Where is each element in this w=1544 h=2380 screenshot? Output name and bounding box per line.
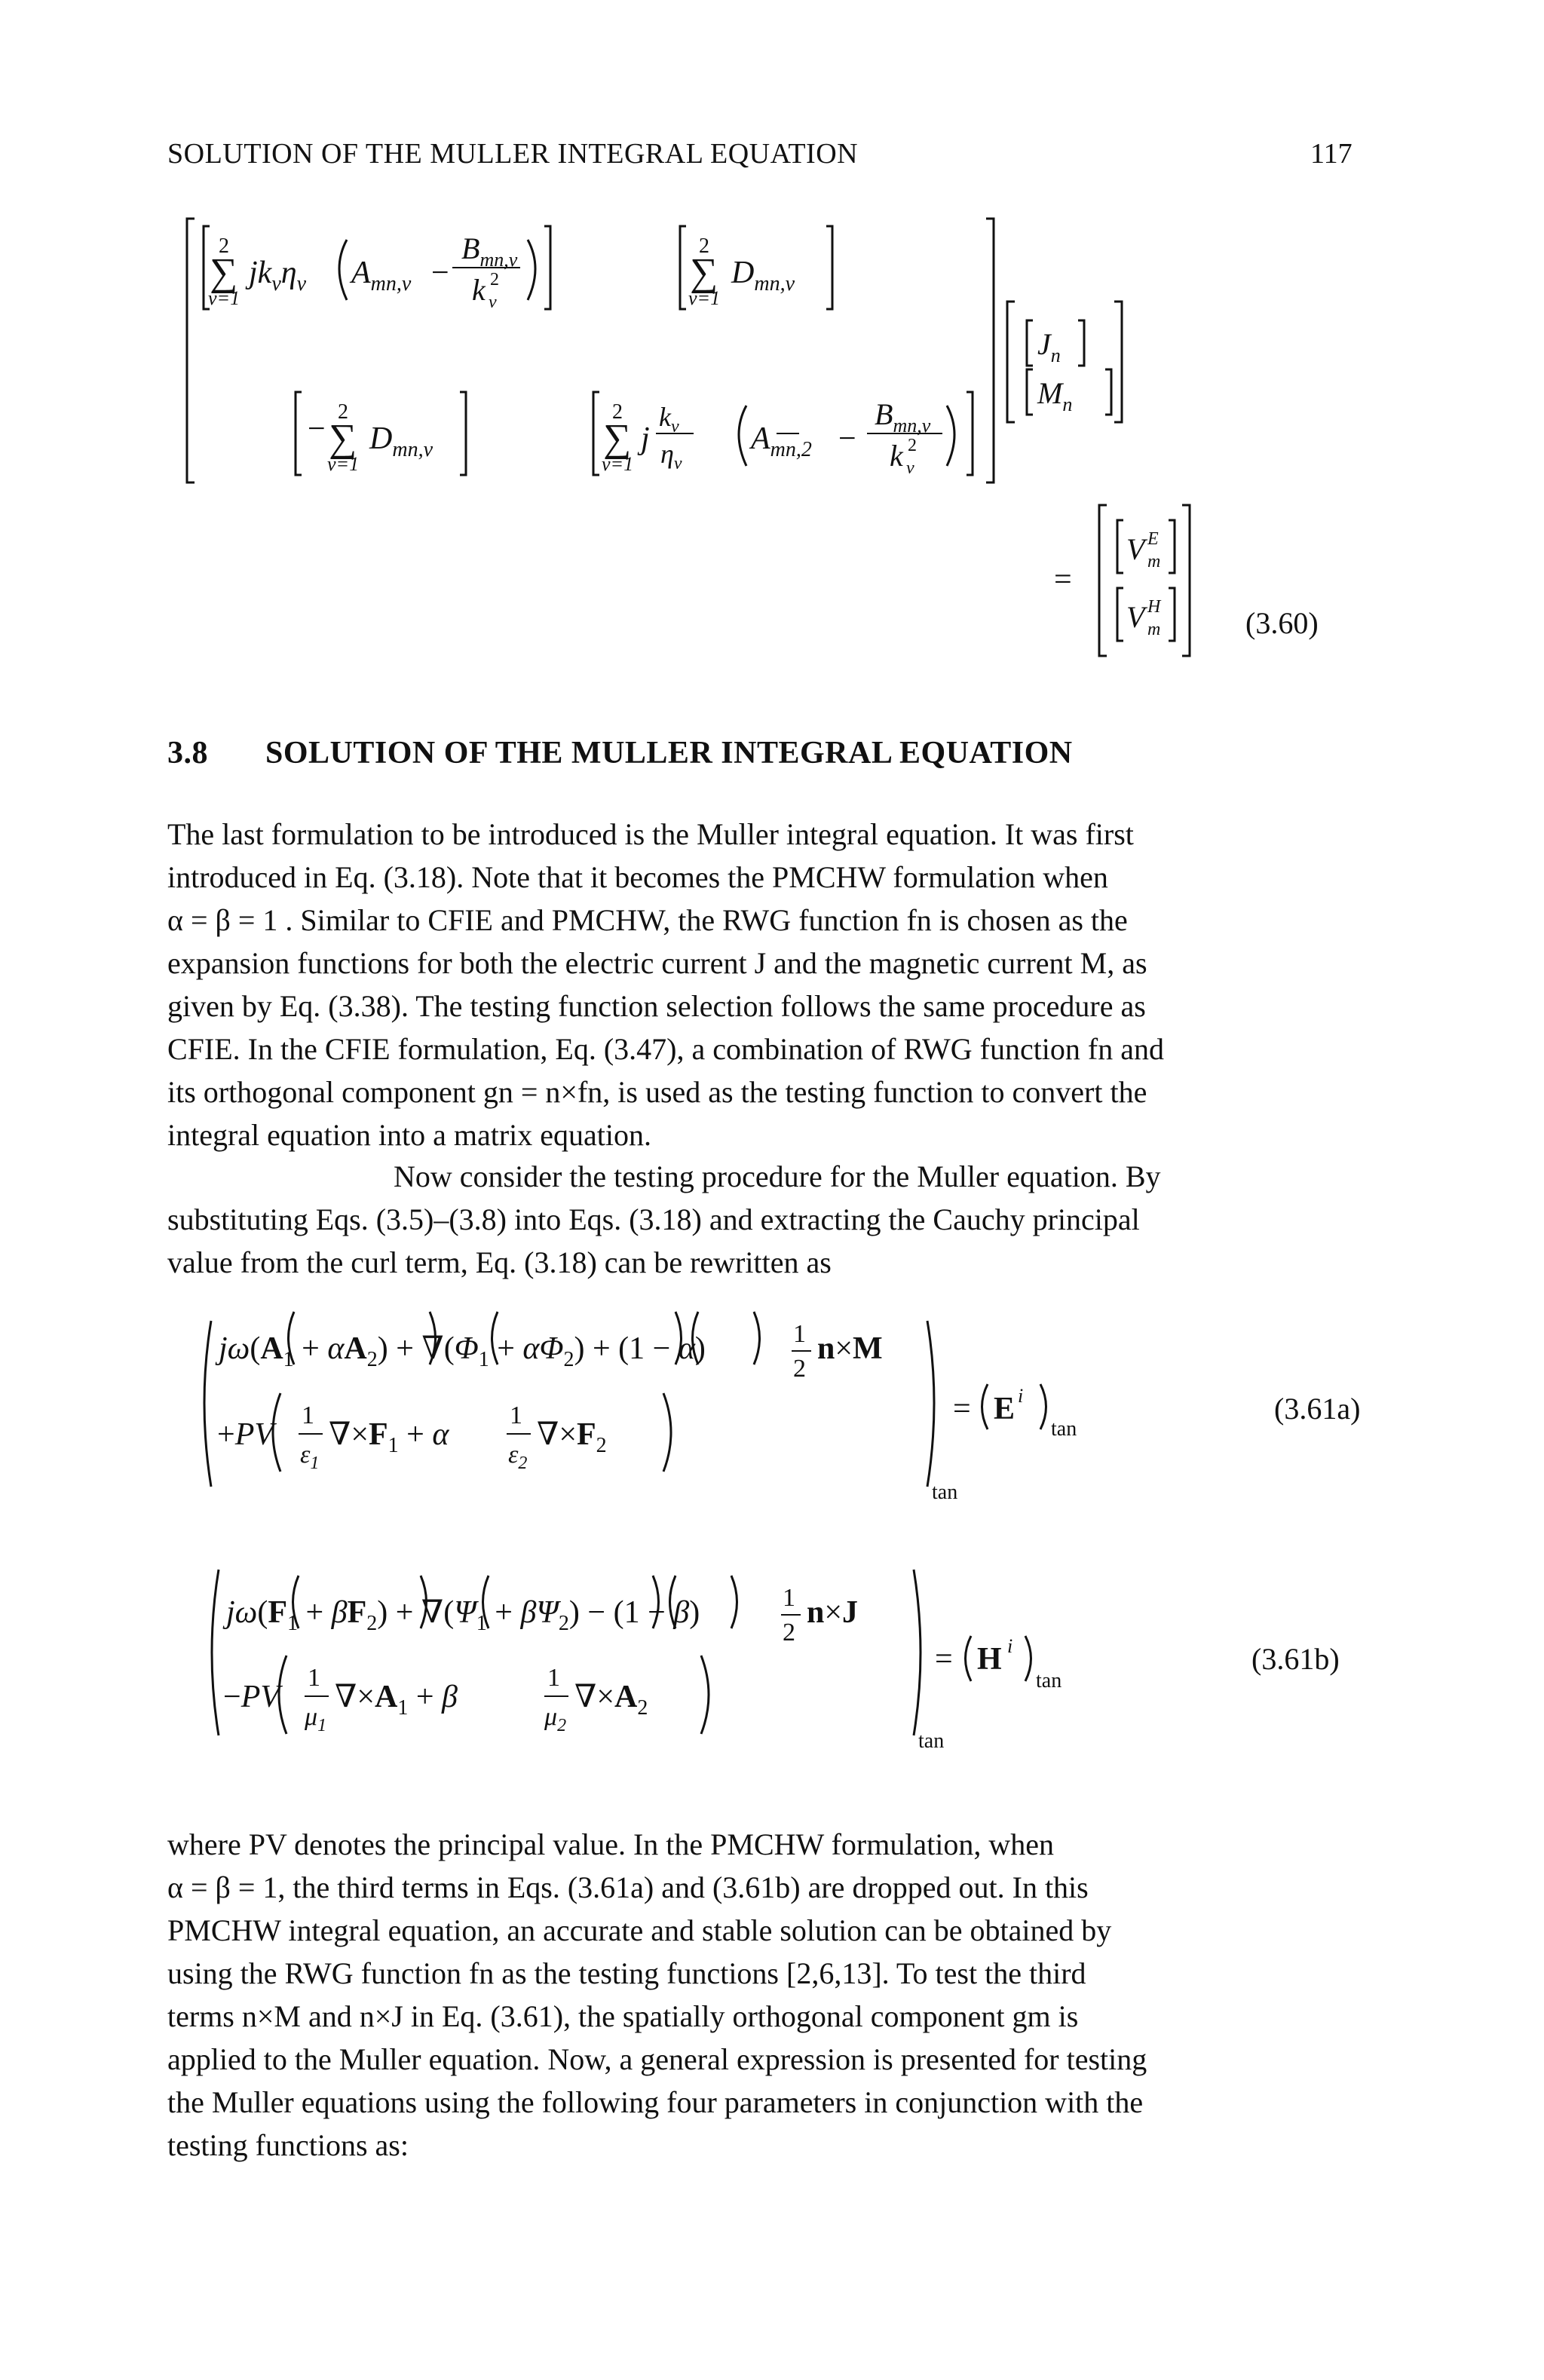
svg-text:2: 2 bbox=[908, 436, 917, 455]
svg-text:−: − bbox=[838, 421, 856, 456]
svg-text:i: i bbox=[1007, 1635, 1013, 1657]
text-line: terms n×M and n×J in Eq. (3.61), the spatially orthogonal component gm is bbox=[167, 1999, 1079, 2033]
svg-text:ν=1: ν=1 bbox=[602, 453, 634, 475]
svg-text:V: V bbox=[1126, 532, 1145, 566]
svg-text:μ2: $\mu_2$ bbox=[544, 1703, 567, 1735]
svg-text:j: j bbox=[641, 421, 650, 456]
svg-text:Dmn,ν: $D_{mn,\nu}$ bbox=[369, 421, 433, 461]
svg-text:tan: tan bbox=[932, 1481, 958, 1504]
svg-text:m: m bbox=[1147, 620, 1161, 639]
svg-text:n×M: n×M bbox=[817, 1331, 883, 1366]
text-line: Now consider the testing procedure for the Muller equation. By bbox=[394, 1159, 1161, 1193]
svg-text:=: = bbox=[935, 1642, 953, 1677]
svg-text:tan: tan bbox=[1051, 1417, 1077, 1441]
equation-label-3-61b: (3.61b) bbox=[1251, 1642, 1340, 1676]
section-number: 3.8 bbox=[167, 736, 208, 770]
text-line: α = β = 1 . Similar to CFIE and PMCHW, the RWG function fn is chosen as the bbox=[167, 903, 1128, 937]
running-title: SOLUTION OF THE MULLER INTEGRAL EQUATION bbox=[167, 138, 859, 170]
svg-text:H: H bbox=[977, 1642, 1002, 1677]
svg-text:∇×A2: $\nabla\times A_2$ bbox=[574, 1680, 648, 1720]
svg-text:μ1: $\mu_1$ bbox=[305, 1703, 327, 1735]
svg-text:1: 1 bbox=[510, 1401, 522, 1429]
svg-text:Bmn,ν: $B_{mn,\nu}$ bbox=[875, 397, 931, 436]
text-line: testing functions as: bbox=[167, 2128, 409, 2162]
text-line: the Muller equations using the following four parameters in conjunction with the bbox=[167, 2085, 1144, 2119]
paragraph-1 bbox=[167, 813, 1359, 1156]
text-line: substituting Eqs. (3.5)–(3.8) into Eqs. (3.18) and extracting the Cauchy principal bbox=[167, 1202, 1140, 1236]
svg-text:ν=1: ν=1 bbox=[208, 287, 240, 309]
text-line: value from the curl term, Eq. (3.18) can be rewritten as bbox=[167, 1245, 832, 1279]
svg-text:ν=1: ν=1 bbox=[327, 453, 360, 475]
equation-label-3-61a: (3.61a) bbox=[1274, 1392, 1361, 1426]
svg-text:V: V bbox=[1126, 600, 1145, 634]
svg-text:1: 1 bbox=[793, 1320, 806, 1348]
svg-text:ε2: $\varepsilon_2$ bbox=[508, 1441, 528, 1473]
svg-text:ν=1: ν=1 bbox=[688, 287, 721, 309]
svg-text:Amn,2: $A_{mn,2}$ bbox=[751, 421, 812, 461]
text-line: given by Eq. (3.38). The testing function selection follows the same procedure as bbox=[167, 989, 1146, 1023]
paragraph-3 bbox=[167, 1823, 1359, 2167]
svg-text:+PV: +PV bbox=[217, 1417, 274, 1452]
svg-text:H: H bbox=[1147, 597, 1161, 617]
svg-text:tan: tan bbox=[1036, 1669, 1062, 1692]
svg-text:n×J: n×J bbox=[807, 1595, 859, 1630]
svg-text:2: 2 bbox=[490, 270, 499, 289]
section-heading bbox=[167, 735, 1073, 771]
svg-text:2: 2 bbox=[338, 400, 348, 424]
svg-text:ν: ν bbox=[906, 458, 914, 478]
svg-text:1: 1 bbox=[783, 1584, 795, 1612]
svg-text:jω(F1 + βF2) + ∇(Ψ1 + βΨ2) − (: $j\omega(F_1 + \beta F_2) + \nabla(\Psi_1 + \beta\Psi_2) - (1 - \beta)$ bbox=[226, 1595, 700, 1635]
svg-text:k: k bbox=[890, 439, 903, 473]
svg-text:ν: ν bbox=[489, 293, 497, 312]
svg-text:∇×F1 + α: $\nabla\times F_1 + \alpha$ bbox=[329, 1417, 449, 1457]
svg-text:tan: tan bbox=[918, 1729, 945, 1753]
svg-text:Amn,ν: $A_{mn,\nu}$ bbox=[351, 256, 412, 296]
text-line: applied to the Muller equation. Now, a general expression is presented for testing bbox=[167, 2042, 1147, 2076]
svg-text:jω(A1 + αA2) + ∇(Φ1 + αΦ2) + (: $j\omega(A_1 + \alpha A_2) + \nabla(\Phi_1 + \alpha\Phi_2) + (1 - \alpha)$ bbox=[219, 1331, 706, 1371]
svg-text:Dmn,ν: $D_{mn,\nu}$ bbox=[731, 256, 795, 296]
text-line: α = β = 1, the third terms in Eqs. (3.61a) and (3.61b) are dropped out. In this bbox=[167, 1870, 1089, 1904]
svg-text:−: − bbox=[431, 256, 449, 290]
svg-text:∑: ∑ bbox=[329, 417, 357, 460]
svg-text:−PV: −PV bbox=[223, 1680, 280, 1714]
svg-text:2: 2 bbox=[783, 1619, 795, 1646]
svg-text:ε1: $\varepsilon_1$ bbox=[300, 1441, 320, 1473]
text-line: The last formulation to be introduced is the Muller integral equation. It was first bbox=[167, 817, 1134, 851]
text-line: where PV denotes the principal value. In the PMCHW formulation, when bbox=[167, 1827, 1055, 1861]
text-line: CFIE. In the CFIE formulation, Eq. (3.47), a combination of RWG function fn and bbox=[167, 1032, 1164, 1066]
paragraph-2 bbox=[167, 1155, 1359, 1284]
svg-text:=: = bbox=[953, 1392, 971, 1426]
svg-text:∇×F2: $\nabla\times F_2$ bbox=[537, 1417, 607, 1457]
svg-text:∑: ∑ bbox=[603, 417, 632, 460]
text-line: introduced in Eq. (3.18). Note that it becomes the PMCHW formulation when bbox=[167, 860, 1108, 894]
svg-text:k: k bbox=[472, 273, 486, 307]
svg-text:1: 1 bbox=[547, 1664, 560, 1692]
svg-text:2: 2 bbox=[219, 234, 229, 258]
svg-text:2: 2 bbox=[699, 234, 709, 258]
svg-text:∑: ∑ bbox=[210, 251, 238, 294]
text-line: integral equation into a matrix equation. bbox=[167, 1118, 652, 1152]
svg-text:ην: $\eta_\nu$ bbox=[660, 439, 682, 473]
svg-text:=: = bbox=[1054, 562, 1072, 597]
svg-text:jkνην: $jk_\nu\eta_\nu$ bbox=[249, 256, 307, 296]
svg-text:kν: $k_\nu$ bbox=[659, 402, 679, 436]
svg-text:1: 1 bbox=[302, 1401, 314, 1429]
svg-text:Bmn,ν: $B_{mn,\nu}$ bbox=[461, 231, 518, 271]
svg-text:Jn: $J_n$ bbox=[1037, 327, 1061, 366]
svg-text:2: 2 bbox=[612, 400, 623, 424]
text-line: PMCHW integral equation, an accurate and stable solution can be obtained by bbox=[167, 1913, 1112, 1947]
svg-text:E: E bbox=[1147, 529, 1159, 549]
text-line: expansion functions for both the electric current J and the magnetic current M, as bbox=[167, 946, 1147, 980]
section-title: SOLUTION OF THE MULLER INTEGRAL EQUATION bbox=[265, 736, 1073, 770]
text-line: its orthogonal component gn = n×fn, is used as the testing function to convert the bbox=[167, 1075, 1147, 1109]
svg-text:2: 2 bbox=[793, 1355, 806, 1383]
svg-text:1: 1 bbox=[308, 1664, 320, 1692]
svg-text:∑: ∑ bbox=[690, 251, 718, 294]
svg-text:i: i bbox=[1018, 1385, 1024, 1407]
svg-text:m: m bbox=[1147, 552, 1161, 571]
page-number: 117 bbox=[1310, 138, 1353, 170]
svg-text:Mn: $M_n$ bbox=[1037, 376, 1073, 415]
svg-text:∇×A1 + β: $\nabla\times A_1 + \beta$ bbox=[335, 1680, 458, 1720]
svg-text:E: E bbox=[994, 1392, 1016, 1426]
text-line: using the RWG function fn as the testing functions [2,6,13]. To test the third bbox=[167, 1956, 1086, 1990]
svg-text:−: − bbox=[308, 412, 326, 446]
equation-label-3-60: (3.60) bbox=[1245, 606, 1319, 640]
